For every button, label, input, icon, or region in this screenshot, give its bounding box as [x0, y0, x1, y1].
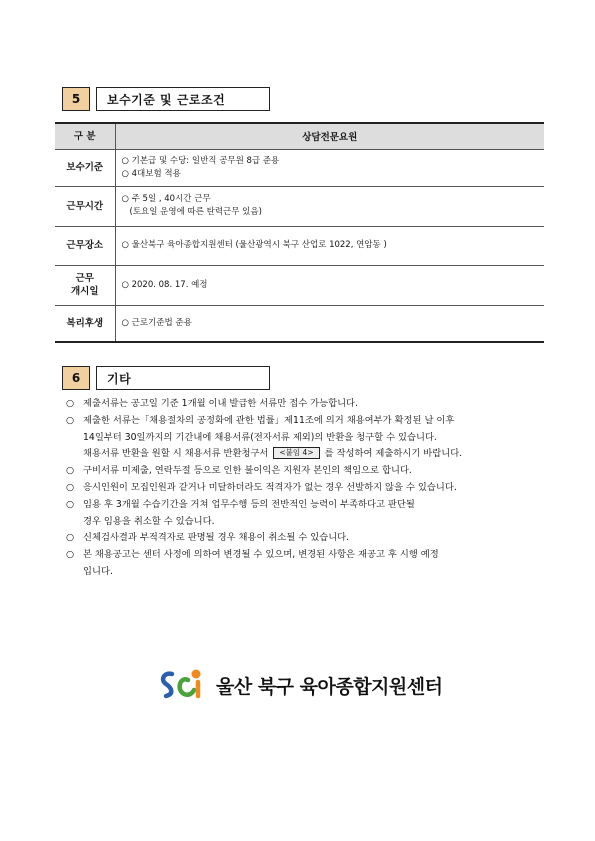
section-5-header — [62, 87, 270, 111]
attachment-chip: <붙임 4> — [273, 447, 319, 459]
bullet-icon: ○ — [66, 532, 75, 544]
note-text: 응시인원이 모집인원과 같거나 미달하더라도 적격자가 없는 경우 선발하지 않을 수 있습니다. — [83, 481, 457, 493]
note-text: 제출서류는 공고일 기준 1개월 이내 발급한 서류만 접수 가능합니다. — [83, 398, 358, 409]
row-value — [115, 149, 544, 186]
list-item — [66, 497, 536, 531]
label-line: 개시일 — [70, 286, 99, 297]
bullet-icon: ○ — [66, 481, 75, 493]
section-title: 보수기준 및 근로조건 — [96, 87, 270, 111]
row-label: 근무장소 — [55, 226, 115, 265]
row-value — [115, 226, 544, 265]
section-number: 6 — [62, 366, 90, 390]
logo-text: 울산 북구 육아종합지원센터 — [216, 675, 443, 698]
note-text: 임용 후 3개월 수습기간을 거쳐 업무수행 등의 전반적인 능력이 부족하다고 판단될 — [83, 498, 415, 510]
logo-mark-icon — [160, 668, 206, 702]
note-text: 본 채용공고는 센터 사정에 의하여 변경될 수 있으며, 변경된 사항은 재공고 후 시행 예정 — [83, 549, 439, 561]
note-text: 신체검사결과 부적격자로 판명될 경우 채용이 취소될 수 있습니다. — [83, 532, 350, 544]
bullet-icon: ○ — [66, 498, 75, 510]
table-row — [55, 149, 544, 186]
note-text: 경우 임용을 취소할 수 있습니다. — [83, 515, 215, 527]
value-line: (토요일 운영에 따른 탄력근무 있음) — [129, 207, 262, 217]
table-row — [55, 226, 544, 265]
section-6-header — [62, 366, 270, 390]
list-item — [66, 463, 536, 480]
note-text: 제출한 서류는「채용절차의 공정화에 관한 법률」제11조에 의거 채용여부가 확정된 날 이후 — [83, 414, 455, 426]
center-logo — [160, 668, 442, 702]
working-conditions-table — [55, 122, 544, 343]
section-title: 기타 — [96, 366, 270, 390]
bullet-icon: ○ — [66, 398, 75, 409]
value-line: ○ 기본급 및 수당: 일반직 공무원 8급 준용 — [121, 155, 280, 166]
header-position: 상담전문요원 — [115, 123, 544, 149]
list-item — [66, 547, 536, 581]
row-label: 근무시간 — [55, 186, 115, 226]
value-line: ○ 2020. 08. 17. 예정 — [121, 279, 208, 290]
note-text: 14일부터 30일까지의 기간내에 채용서류(전자서류 제외)의 반환을 청구할 수 있습니다. — [83, 431, 437, 443]
table-header-row — [55, 123, 544, 149]
value-line: ○ 근로기준법 준용 — [121, 317, 192, 328]
value-line: ○ 4대보험 적용 — [121, 168, 181, 179]
header-category: 구 분 — [55, 123, 115, 149]
table-row — [55, 186, 544, 226]
row-label — [55, 265, 115, 305]
bullet-icon: ○ — [66, 414, 75, 426]
row-value — [115, 305, 544, 342]
row-label: 복리후생 — [55, 305, 115, 342]
notes-list — [66, 396, 536, 581]
bullet-icon: ○ — [66, 549, 75, 561]
row-value — [115, 265, 544, 305]
value-line: ○ 주 5일 , 40시간 근무 — [121, 194, 211, 204]
note-text-part: 채용서류 반환을 원할 시 채용서류 반환청구서 — [83, 448, 269, 460]
list-item — [66, 413, 536, 463]
bullet-icon: ○ — [66, 465, 75, 477]
value-line: ○ 울산북구 육아종합지원센터 (울산광역시 북구 산업로 1022, 연암동 ) — [121, 240, 387, 250]
list-item — [66, 530, 536, 547]
label-line: 근무 — [75, 273, 94, 284]
note-text-part: 를 작성하여 제출하시기 바랍니다. — [324, 448, 463, 460]
row-label: 보수기준 — [55, 149, 115, 186]
table-row — [55, 265, 544, 305]
table-row — [55, 305, 544, 342]
row-value — [115, 186, 544, 226]
note-text — [83, 446, 536, 463]
list-item — [66, 480, 536, 497]
note-text: 입니다. — [83, 565, 113, 577]
list-item — [66, 396, 536, 413]
section-number: 5 — [62, 87, 90, 111]
note-text: 구비서류 미제출, 연락두절 등으로 인한 불이익은 지원자 본인의 책임으로 합니다. — [83, 465, 412, 477]
